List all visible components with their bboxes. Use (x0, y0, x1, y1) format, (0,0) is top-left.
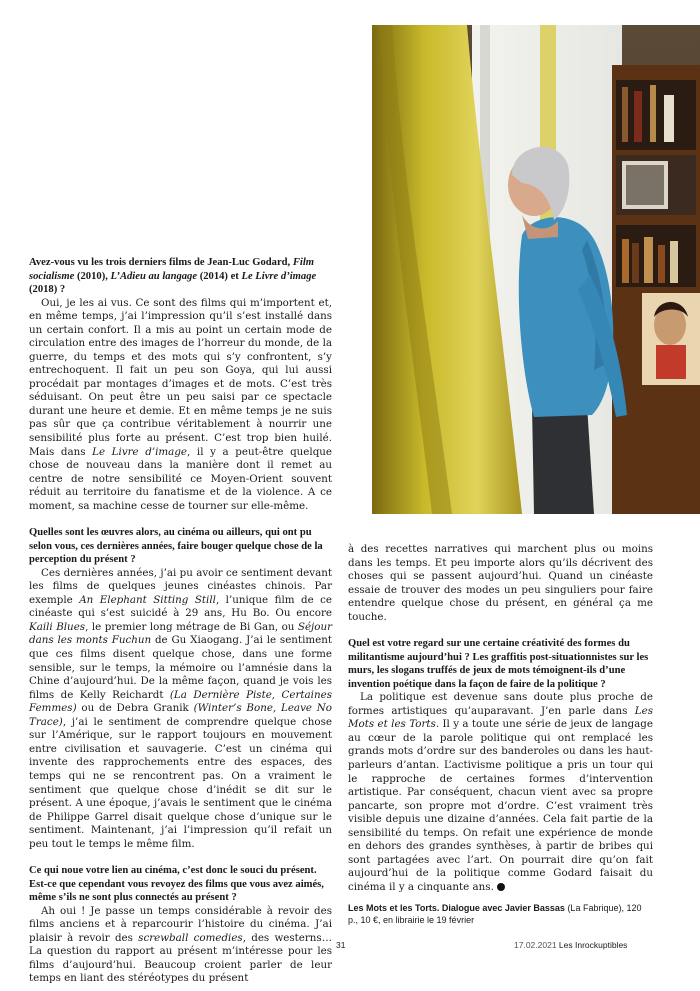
footer-date: 17.02.2021 (514, 940, 557, 950)
question-2: Quelles sont les œuvres alors, au cinéma ou ailleurs, qui ont pu selon vous, ces dernières années, faire bouger quelque chose de la perception du présent ? (29, 527, 323, 566)
right-column (348, 543, 653, 894)
footer-magazine: Les Inrockuptibles (558, 940, 628, 950)
question-3: Ce qui noue votre lien au cinéma, c’est donc le souci du présent. Est-ce que cependant vous revoyez des films que vous avez aimés, même s’ils ne sont plus connectés au présent ? (29, 865, 324, 904)
answer-2: Ces dernières années, j’ai pu avoir ce sentiment devant les films de quelques jeunes cinéastes chinois. Par exemple An Elephant Sitting Still, l’unique film de ce cinéaste qui s’est suicidé à 29 ans, Hu Bo. Ou encore Kaili Blues, le premier long métrage de Bi Gan, ou Séjour dans les monts Fuchun de Gu Xiaogang. J’ai le sentiment que ces films disent quelque chose, dans une forme sensible, sur le temps, la mémoire ou l’amnésie dans la Chine d’aujourd’hui. De la même façon, quand je vois les films de Kelly Reichardt (La Dernière Piste, Certaines Femmes) ou de Debra Granik (Winter’s Bone, Leave No Trace), j’ai le sentiment de comprendre quelque chose sur l’Amérique, sur le rapport toujours en mouvement entre civilisation et sauvagerie. C’est un cinéma qui invente des rapprochements entre des espaces, des temps qui ne se rencontrent pas. On a vraiment le sentiment que quelque chose d’inédit se dit sur le présent. A une époque, j’avais le sentiment que le cinéma de Philippe Garrel disait quelque chose d’unique sur le sentiment. Maintenant, j’ai l’impression qu’il refait un peu tout le temps le même film. (29, 566, 332, 850)
book-credit (348, 902, 653, 926)
answer-4: La politique est devenue sans doute plus proche de formes artistiques qu’auparavant. J’en parle dans Les Mots et les Torts. Il y a toute une série de jeux de langage au cœur de la parole politique qui ont remplacé les grands mots d’ordre sur des banderoles ou dans les haut-parleurs d’antan. L’activisme politique a pris un tour qui le rapproche de certaines formes d’intervention artistique. Par conséquent, chacun vient avec sa propre pancarte, son propre mot d’ordre. C’est vraiment très visible depuis une dizaine d’années. Cela fait partie de la sensibilité du temps. On refait une expérience de monde en dehors des grandes synthèses, à partir de bribes qui sont partagées avec l’art. On pourrait dire qu’on fait aujourd’hui de la politique comme Godard faisait du cinéma il y a cinquante ans. (348, 691, 653, 893)
question-4: Quel est votre regard sur une certaine créativité des formes du militantisme aujourd’hui ? Les graffitis post-situationnistes sur les murs, les slogans truffés de jeux de mots témoignent-ils d’une invention poétique dans la façon de faire de la politique ? (348, 638, 649, 690)
page-number: 31 (336, 940, 346, 950)
book-title: Les Mots et les Torts. Dialogue avec Javier Bassas (348, 903, 565, 913)
photo-illustration (372, 25, 700, 514)
end-of-article-bullet-icon (497, 883, 505, 891)
answer-1: Oui, je les ai vus. Ce sont des films qui m’importent et, en même temps, j’ai l’impression qu’il s’est installé dans un certain confort. Il a mis au point un certain mode de circulation entre des images de l’horreur du monde, de la guerre, du temps et des mots qui s’y confrontent, s’y entrechoquent. Il fait un peu son Goya, qui lui aussi procédait par montages d’images et de mots. C’est très séduisant. On peut être un peu saisi par ce spectacle durant une heure et demie. Et en même temps je ne suis pas sûr que ça contribue véritablement à nourrir une sensibilité plus forte au présent. C’est trop bien huilé. Mais dans Le Livre d’image, il y a peut-être quelque chose de nouveau dans la manière dont il remet au centre de notre sensibilité ce Moyen-Orient souvent réduit au territoire du fanatisme et de la violence. A ce moment, sa machine cesse de tourner sur elle-même. (29, 296, 333, 512)
left-column (29, 256, 332, 986)
answer-3-continued: à des recettes narratives qui marchent plus ou moins dans les temps. Et peu importe alors qu’ils décrivent des choses qui se passent aujourd’hui. Quand un cinéaste essaie de trouver des modes un peu singuliers pour faire entendre quelque chose du présent, en général ça me touche. (348, 543, 653, 623)
book-details: (La Fabrique), 120 p., 10 €, en librairie le 19 février (348, 903, 642, 925)
answer-3: Ah oui ! Je passe un temps considérable à revoir des films anciens et à reparcourir l’histoire du cinéma. J’ai plaisir à revoir des screwball comedies, des westerns… La question du rapport au présent m’intéresse pour les films d’aujourd’hui. Beaucoup croient parler de leur temps en liant des stéréotypes du présent (29, 904, 332, 985)
photo-man-at-window (372, 25, 700, 514)
question-1: Avez-vous vu les trois derniers films de Jean-Luc Godard, Film socialisme (2010), L’Adieu au langage (2014) et Le Livre d’image (2018) ? (29, 257, 317, 295)
footer-issue (514, 940, 627, 950)
